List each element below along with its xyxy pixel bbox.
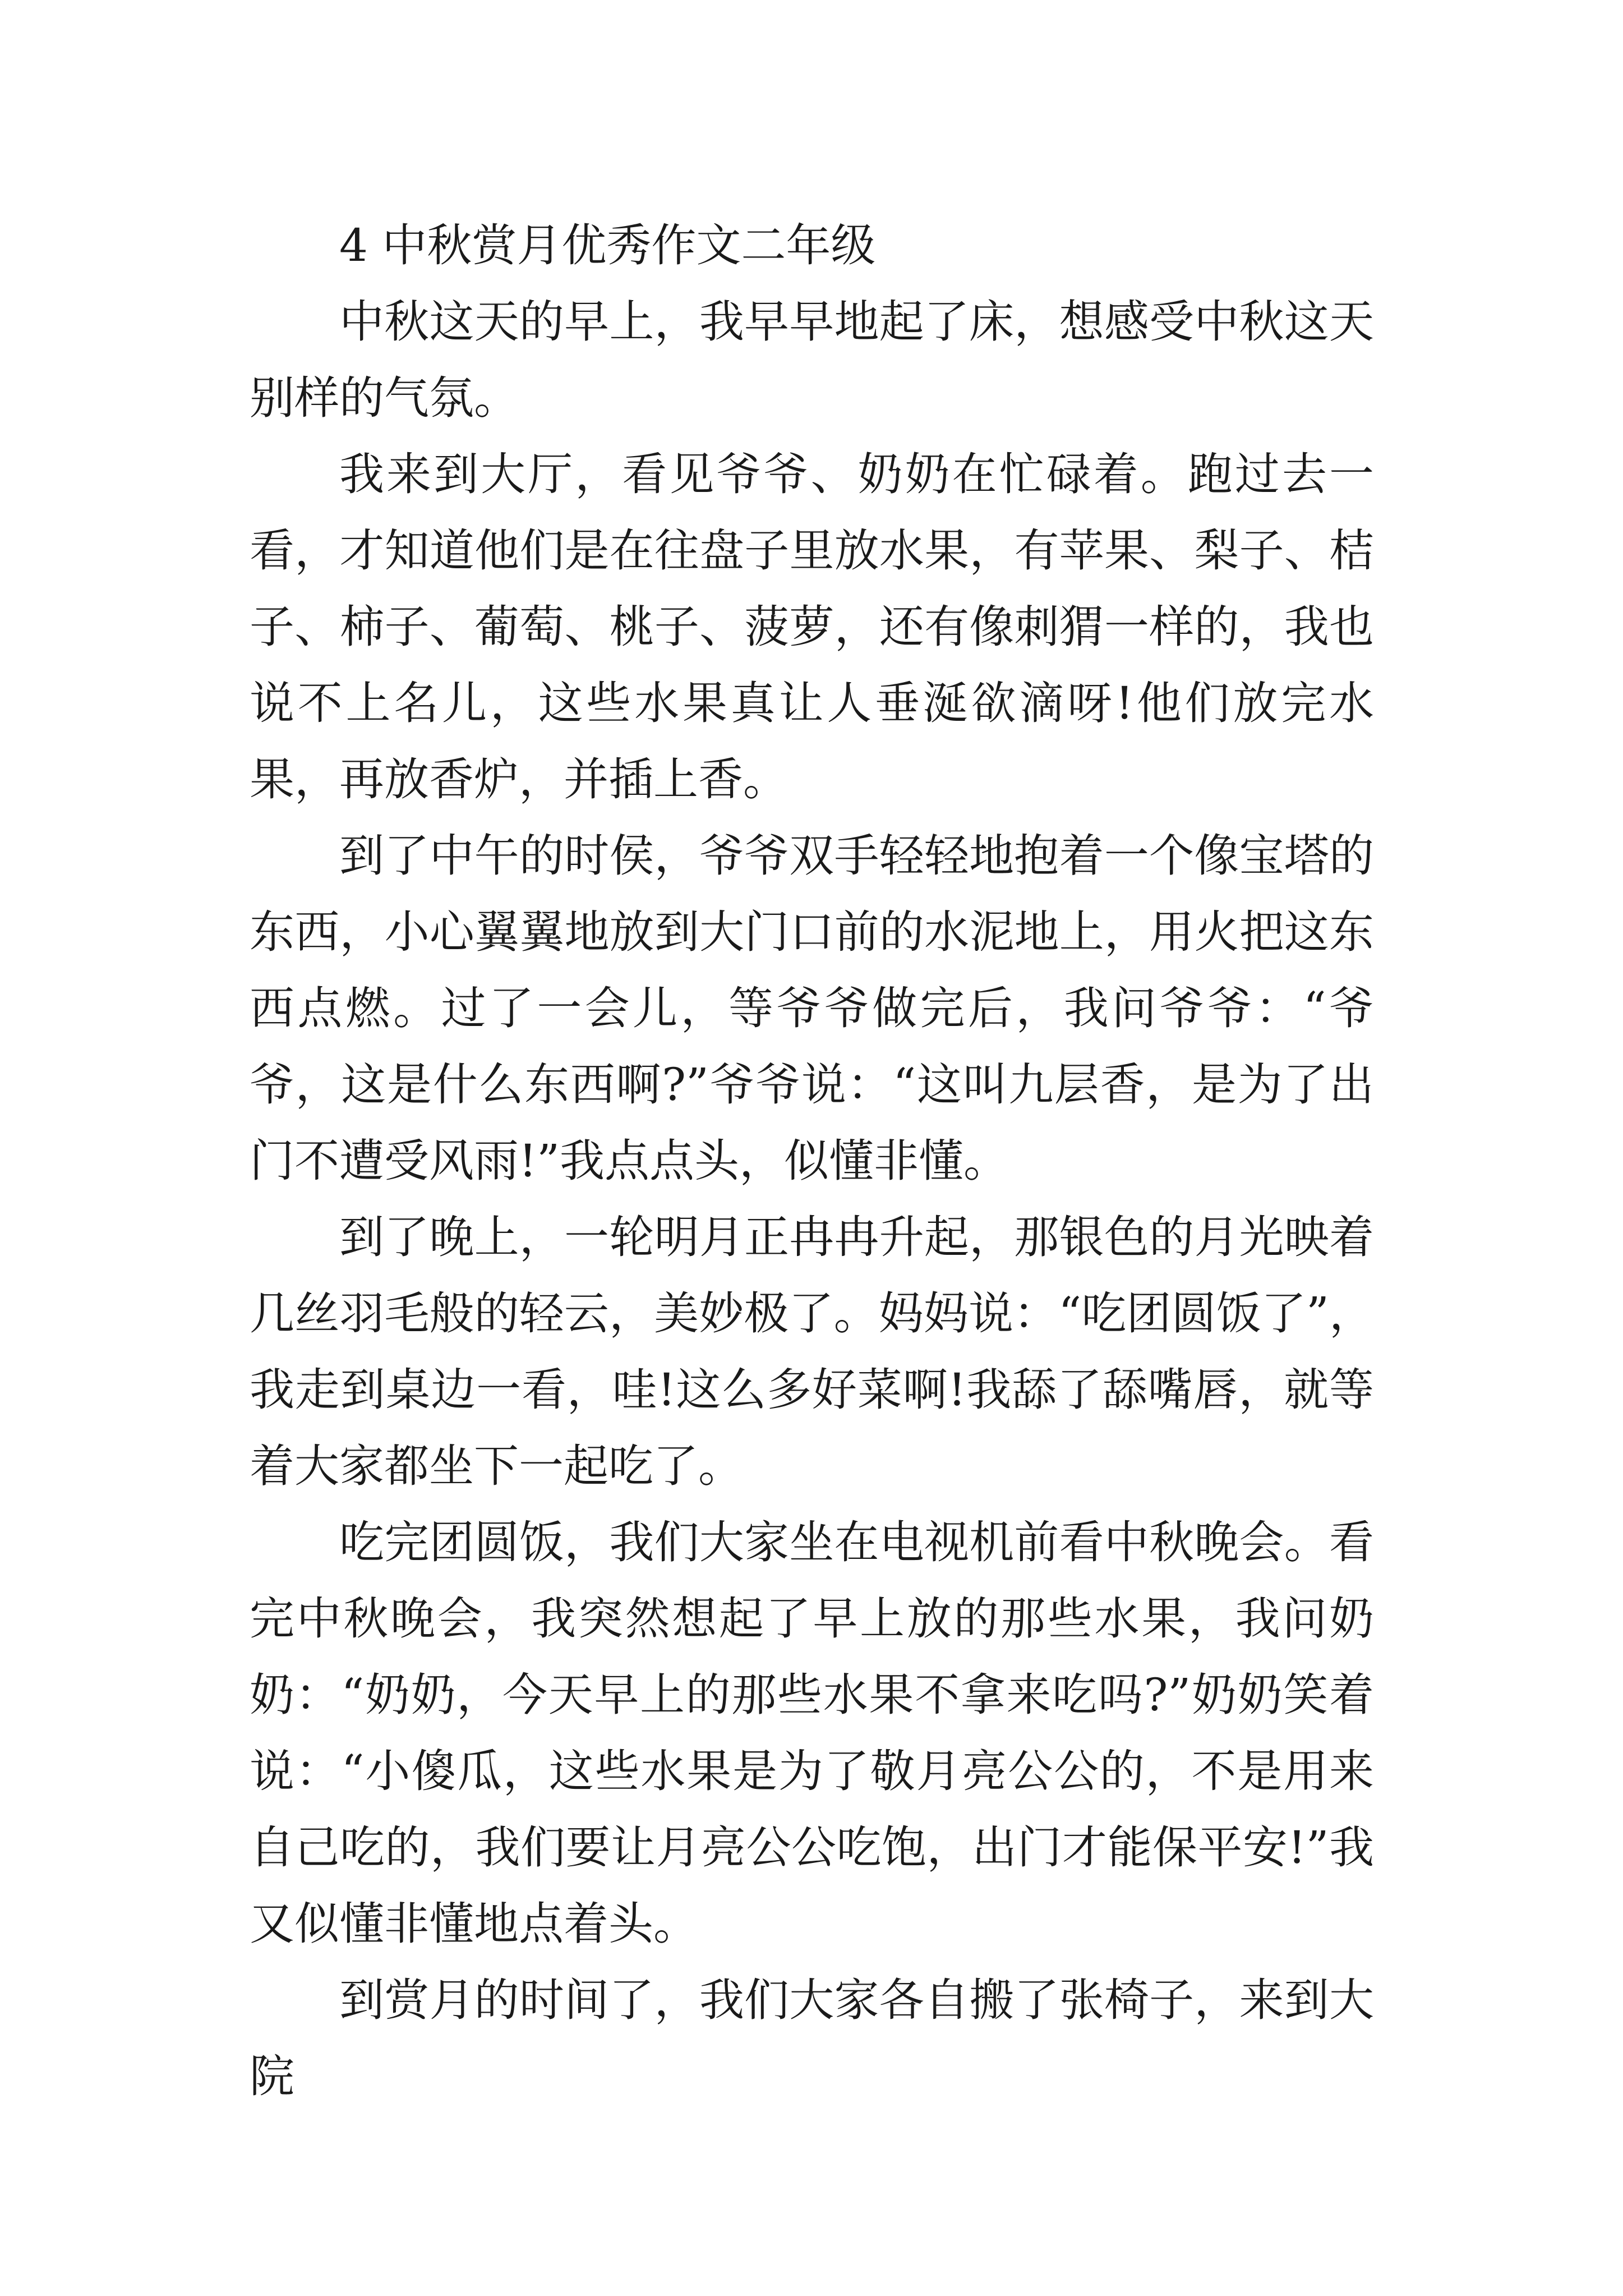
paragraph-6: 到赏月的时间了，我们大家各自搬了张椅子，来到大院	[250, 1974, 1374, 2102]
document-title: 4 中秋赏月优秀作文二年级	[339, 219, 876, 272]
paragraph-3: 到了中午的时侯，爷爷双手轻轻地抱着一个像宝塔的东西，小心翼翼地放到大门口前的水泥地上，用火把这东西点燃。过了一会儿，等爷爷做完后，我问爷爷：“爷爷，这是什么东西啊?”爷爷说：“这叫九层香，是为了出门不遭受风雨!”我点点头，似懂非懂。	[250, 830, 1374, 1187]
paragraph-1: 中秋这天的早上，我早早地起了床，想感受中秋这天别样的气氛。	[250, 296, 1374, 424]
document-body	[250, 208, 1374, 2115]
paragraph-4: 到了晚上，一轮明月正冉冉升起，那银色的月光映着几丝羽毛般的轻云，美妙极了。妈妈说：“吃团圆饭了”，我走到桌边一看，哇!这么多好菜啊!我舔了舔嘴唇，就等着大家都坐下一起吃了。	[250, 1211, 1374, 1492]
paragraph-5: 吃完团圆饭，我们大家坐在电视机前看中秋晚会。看完中秋晚会，我突然想起了早上放的那些水果，我问奶奶：“奶奶，今天早上的那些水果不拿来吃吗?”奶奶笑着说：“小傻瓜，这些水果是为了敬月亮公公的，不是用来自己吃的，我们要让月亮公公吃饱，出门才能保平安!”我又似懂非懂地点着头。	[250, 1516, 1374, 1950]
paragraph-2: 我来到大厅，看见爷爷、奶奶在忙碌着。跑过去一看，才知道他们是在往盘子里放水果，有苹果、梨子、桔子、柿子、葡萄、桃子、菠萝，还有像刺猬一样的，我也说不上名儿，这些水果真让人垂涎欲滴呀!他们放完水果，再放香炉，并插上香。	[250, 448, 1374, 806]
